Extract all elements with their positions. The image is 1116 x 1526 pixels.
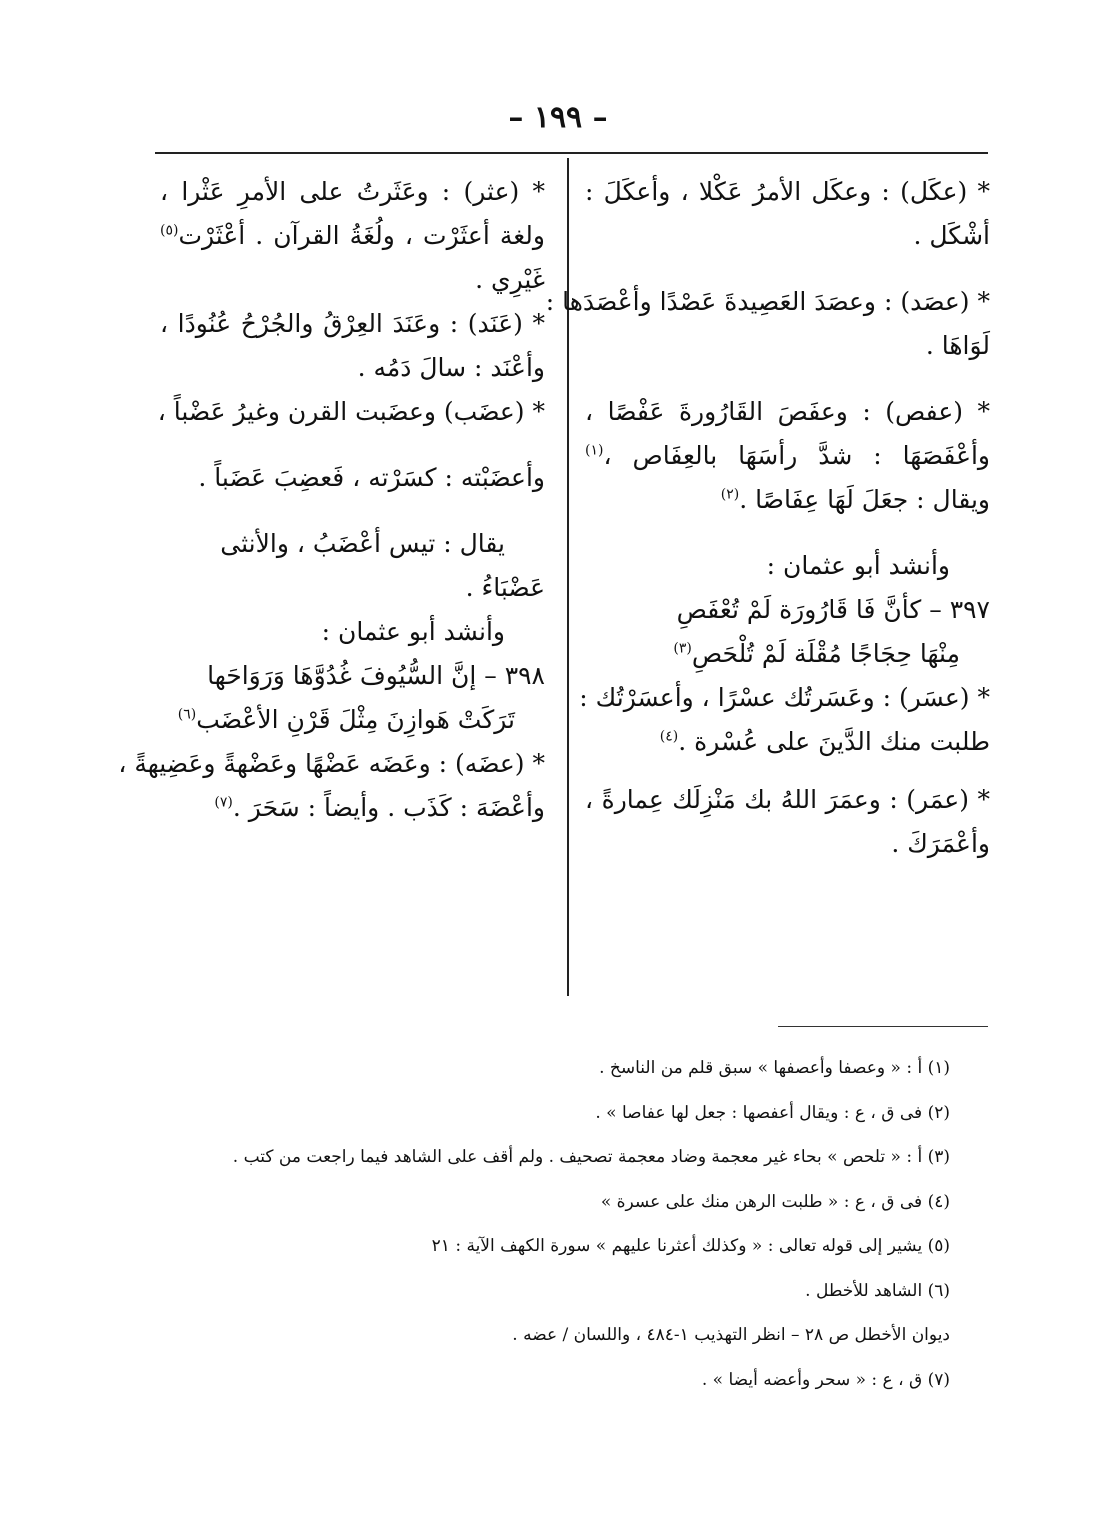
- header-rule: [155, 152, 988, 154]
- footnote-rule: [778, 1026, 988, 1027]
- footnote: (٧) ق ، ع : « سحر وأعضه أيضا » .: [701, 1369, 950, 1390]
- text-line: لَوَاهَا .: [925, 331, 990, 360]
- footnote-mark: (٤): [659, 728, 679, 745]
- page-number: – ١٩٩ –: [508, 100, 608, 135]
- left-column: [118, 170, 545, 830]
- text-line: أشْكَل .: [913, 221, 990, 250]
- text-line: وأعْفَصَهَا : شدَّ رأسَهَا بالعِفَاص ،$^{(١)}$: [585, 441, 990, 470]
- footnote: ديوان الأخطل ص ٢٨ – انظر التهذيب ١-٤٨٤ ، واللسان / عضه .: [512, 1325, 950, 1345]
- text-line: يقال : تيس أعْضَبُ ، والأنثى: [220, 529, 505, 558]
- footnote: (٦) الشاهد للأخطل .: [805, 1280, 950, 1301]
- text-line: ويقال : جعَلَ لَهَا عِفَاصًا .$^{(٢)}$: [720, 485, 990, 514]
- footnote: (٥) يشير إلى قوله تعالى : « وكذلك أعثرنا عليهم » سورة الكهف الآية : ٢١: [431, 1236, 950, 1256]
- footnote-mark: (٣): [673, 640, 692, 657]
- text-line: وأنشد أبو عثمان :: [321, 617, 505, 646]
- right-column: [545, 170, 990, 866]
- text-line: وأعضَبْته : كسَرْته ، فَعضِبَ عَضَباً .: [198, 463, 545, 492]
- footnote: (٣) أ : « تلحص » بحاء غير معجمة وضاد معجمة تصحيف . ولم أقف على الشاهد فيما راجعت من كتب .: [232, 1147, 950, 1167]
- footnote: (٤) فى ق ، ع : « طلبت الرهن منك على عسرة »: [600, 1191, 950, 1212]
- footnotes: [150, 1046, 950, 1402]
- text-line: غَيْرِي .: [475, 265, 545, 294]
- text-line: وأعْمَرَكَ .: [891, 829, 990, 858]
- text-line: وأعْنَد : سالَ دَمُه .: [357, 353, 545, 382]
- text-line: * (عضَه) : وعَضَه عَضْهًا وعَضْهةً وعَضِيهةً ،: [118, 749, 545, 778]
- text-line: * (عفص) : وعفَصَ القَارُورةَ عَفْصًا ،: [585, 397, 990, 426]
- text-line: * (عَنَد) : وعَنَدَ العِرْقُ والجُرْحُ عُنُودًا ،: [160, 309, 545, 338]
- text-line: * (عثر) : وعَثَرتُ على الأمرِ عَثْرا ،: [160, 177, 545, 206]
- verse-line: مِنْهَا حِجَاجًا مُقْلَة لَمْ تُلْحَصِ$^{(٣)}$: [673, 639, 960, 668]
- verse-line: تَرَكَتْ هَوازِنَ مِثْلَ قَرْنِ الأعْضَب$^{(٦)}$: [177, 705, 515, 734]
- verse-line: ٣٩٨ – إنَّ السُّيُوفَ غُدُوَّهَا وَرَوَاحَها: [207, 661, 545, 690]
- text-line: عَضْبَاءُ .: [465, 573, 545, 602]
- text-line: وأنشد أبو عثمان :: [766, 551, 950, 580]
- verse-line: ٣٩٧ – كأنَّ فَا قَارُورَة لَمْ تُعْفَصِ: [676, 595, 990, 624]
- text-line: * (عضَب) وعضَبت القرن وغيرُ عَضْباً ،: [157, 397, 545, 426]
- text-line: * (عصَد) : وعصَدَ العَصِيدةَ عَصْدًا وأعْصَدَها :: [545, 287, 990, 316]
- text-line: * (عسَر) : وعَسَرتُك عسْرًا ، وأعسَرْتُك :: [579, 683, 990, 712]
- text-line: وأعْضَهَ : كَذَب . وأيضاً : سَحَرَ .$^{(٧)}$: [214, 793, 545, 822]
- footnote-mark: (٥): [160, 222, 179, 239]
- text-line: * (عمَر) : وعمَرَ اللهُ بك مَنْزِلَك عِمارةً ،: [585, 785, 990, 814]
- footnote: (١) أ : « وعصفا وأعصفها » سبق قلم من الناسخ .: [599, 1058, 950, 1078]
- footnote-mark: (٦): [177, 706, 197, 723]
- footnote-mark: (٧): [214, 794, 233, 811]
- text-line: ولغة أعثَرْت ، ولُغَةُ القرآن . أعْثَرْت$^{(٥)}$: [160, 221, 545, 250]
- footnote-mark: (٢): [720, 486, 740, 503]
- footnote-mark: (١): [585, 442, 604, 459]
- footnote: (٢) فى ق ، ع : ويقال أعفصها : جعل لها عفاصا » .: [595, 1102, 950, 1123]
- text-line: * (عكَل) : وعكَل الأمرُ عَكْلا ، وأعكَلَ :: [585, 177, 990, 206]
- text-line: طلبت منك الدَّينَ على عُسْرة .$^{(٤)}$: [659, 727, 990, 756]
